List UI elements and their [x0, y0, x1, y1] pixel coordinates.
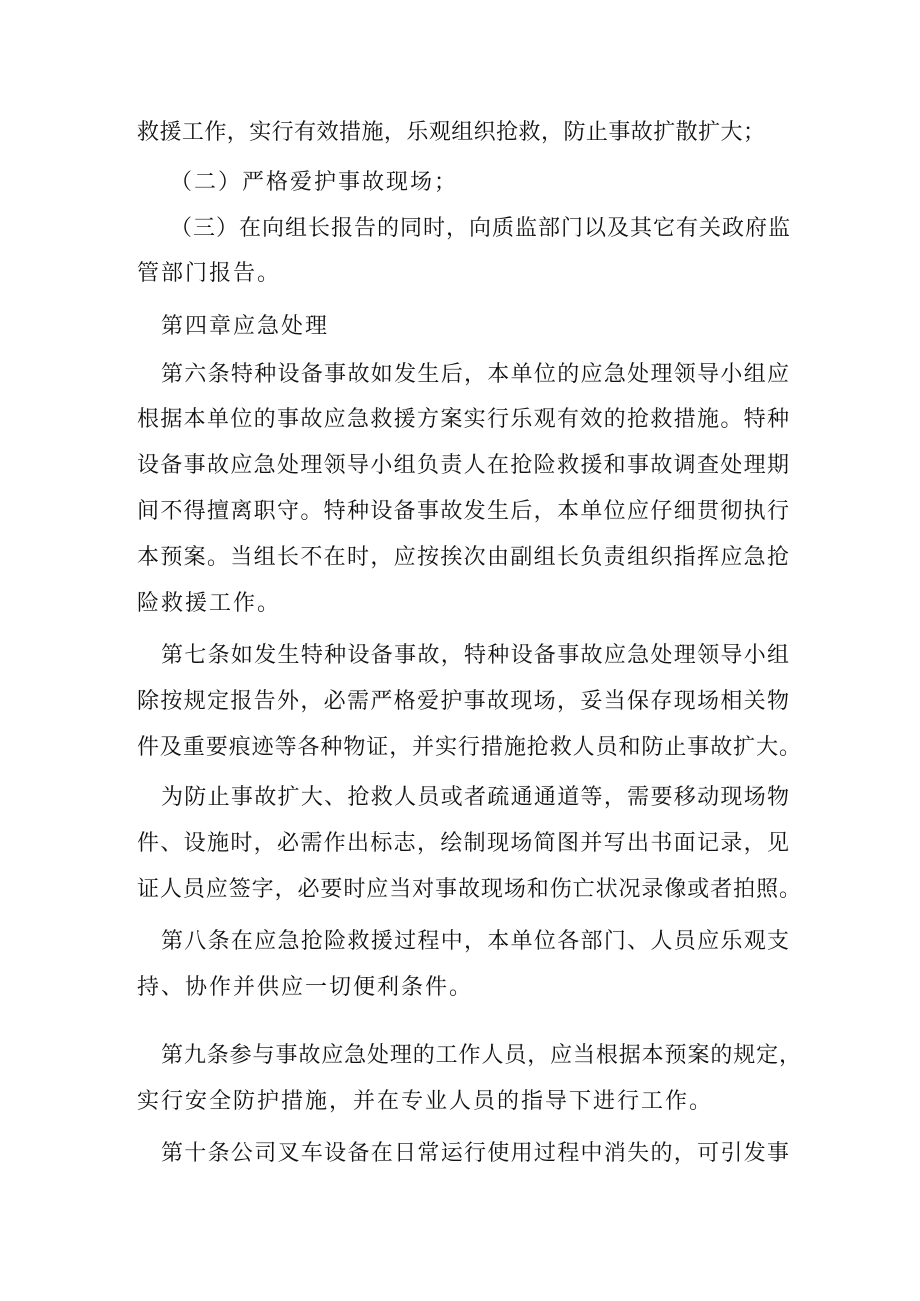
- text-line: 管部门报告。: [137, 261, 282, 286]
- text-line: 除按规定报告外，必需严格爱护事故现场，妥当保存现场相关物: [137, 689, 791, 714]
- text-line: 第九条参与事故应急处理的工作人员，应当根据本预案的规定，: [161, 1043, 802, 1068]
- text-line: 第六条特种设备事故如发生后，本单位的应急处理领导小组应: [161, 362, 791, 387]
- text-line: 为防止事故扩大、抢救人员或者疏通通道等，需要移动现场物: [161, 785, 791, 810]
- text-line: 本预案。当组长不在时，应按挨次由副组长负责组织指挥应急抢: [137, 545, 791, 570]
- text-line: 持、协作并供应一切便利条件。: [137, 975, 474, 1000]
- text-line: 根据本单位的事故应急救援方案实行乐观有效的抢救措施。特种: [137, 407, 791, 432]
- text-line: 实行安全防护措施，并在专业人员的指导下进行工作。: [137, 1089, 714, 1114]
- text-line: 第七条如发生特种设备事故，特种设备事故应急处理领导小组: [161, 643, 791, 668]
- text-line: 件及重要痕迹等各种物证，并实行措施抢救人员和防止事故扩大。: [137, 735, 802, 760]
- text-line: 险救援工作。: [137, 591, 282, 616]
- text-line: （三）在向组长报告的同时，向质监部门以及其它有关政府监: [170, 216, 792, 241]
- text-line: 救援工作，实行有效措施，乐观组织抢救，防止事故扩散扩大；: [137, 120, 766, 145]
- text-line: （二）严格爱护事故现场；: [170, 170, 459, 195]
- text-line: 第八条在应急抢险救援过程中，本单位各部门、人员应乐观支: [161, 929, 791, 954]
- section-heading: 第四章应急处理: [161, 314, 330, 339]
- text-line: 设备事故应急处理领导小组负责人在抢险救援和事故调查处理期: [137, 453, 791, 478]
- text-line: 第十条公司叉车设备在日常运行使用过程中消失的，可引发事: [161, 1141, 791, 1166]
- text-line: 件、设施时，必需作出标志，绘制现场简图并写出书面记录，见: [137, 831, 791, 856]
- text-line: 证人员应签字，必要时应当对事故现场和伤亡状况录像或者拍照。: [137, 877, 802, 902]
- text-line: 间不得擅离职守。特种设备事故发生后，本单位应仔细贯彻执行: [137, 499, 791, 524]
